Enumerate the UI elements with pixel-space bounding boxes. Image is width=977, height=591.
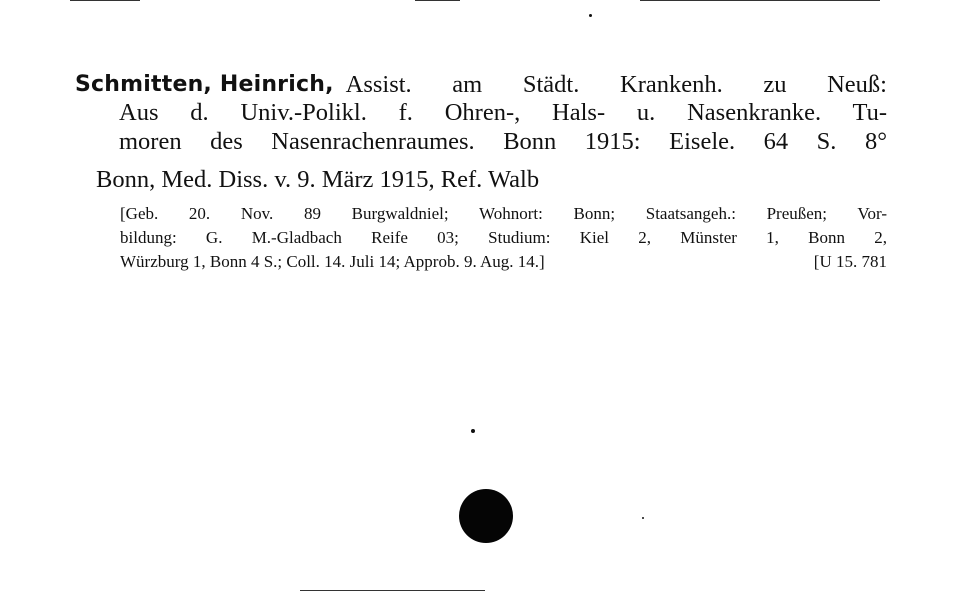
author-position: Assist. am Städt. Krankenh. zu Neuß: (345, 71, 887, 98)
dissertation-line: Bonn, Med. Diss. v. 9. März 1915, Ref. Walb (96, 166, 540, 193)
top-edge-mark-middle (415, 0, 460, 1)
speck-top (589, 14, 592, 17)
title-line-2: moren des Nasenrachenraumes. Bonn 1915: Eisele. 64 S. 8° (119, 128, 887, 155)
details-line-3 (120, 250, 887, 274)
details-line-1: [Geb. 20. Nov. 89 Burgwaldniel; Wohnort: Bonn; Staatsangeh.: Preußen; Vor- (120, 204, 887, 223)
entry-heading-line (75, 70, 887, 100)
title-line-1: Aus d. Univ.-Polikl. f. Ohren-, Hals- u. Nasenkranke. Tu- (119, 99, 887, 126)
details-line-2: bildung: G. M.-Gladbach Reife 03; Studium: Kiel 2, Münster 1, Bonn 2, (120, 228, 887, 247)
catalog-number: [U 15. 781 (813, 252, 887, 271)
top-edge-mark-left (70, 0, 140, 1)
speck-right (642, 517, 644, 519)
speck-middle (471, 429, 475, 433)
author-name: Schmitten, Heinrich, (75, 72, 334, 97)
punch-hole (459, 489, 513, 543)
details-line-3-text: Würzburg 1, Bonn 4 S.; Coll. 14. Juli 14; Approb. 9. Aug. 14.] (120, 252, 545, 271)
top-edge-mark-right (640, 0, 880, 1)
heading-row (75, 70, 887, 100)
